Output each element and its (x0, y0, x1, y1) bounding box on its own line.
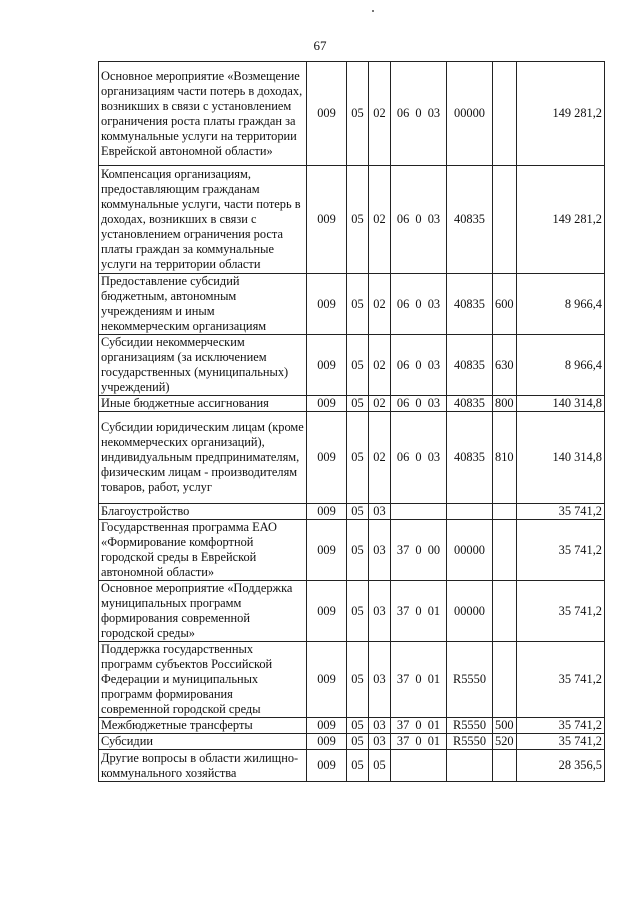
row-sum: 35 741,2 (517, 718, 605, 734)
table-row (99, 274, 605, 335)
row-sum: 149 281,2 (517, 62, 605, 166)
row-expense-type: 500 (493, 718, 517, 734)
row-target-article: 37 0 01 (391, 734, 447, 750)
row-subsection: 03 (369, 734, 391, 750)
row-expense-type (493, 750, 517, 782)
row-name: Субсидии некоммерческим организациям (за исключением государственных (муниципальных) учреждений) (99, 335, 307, 396)
row-target-direction: 00000 (447, 520, 493, 581)
row-grbs: 009 (307, 274, 347, 335)
row-target-article: 37 0 01 (391, 581, 447, 642)
row-target-article: 06 0 03 (391, 335, 447, 396)
row-expense-type (493, 504, 517, 520)
row-section: 05 (347, 750, 369, 782)
row-subsection: 02 (369, 166, 391, 274)
row-section: 05 (347, 520, 369, 581)
table-row (99, 734, 605, 750)
row-target-article (391, 750, 447, 782)
row-grbs: 009 (307, 750, 347, 782)
row-section: 05 (347, 62, 369, 166)
row-target-direction (447, 750, 493, 782)
table-row (99, 335, 605, 396)
row-expense-type: 800 (493, 396, 517, 412)
row-grbs: 009 (307, 718, 347, 734)
row-section: 05 (347, 734, 369, 750)
row-section: 05 (347, 335, 369, 396)
row-sum: 35 741,2 (517, 581, 605, 642)
page-number: 67 (313, 38, 327, 53)
row-target-direction: 40835 (447, 335, 493, 396)
row-expense-type (493, 581, 517, 642)
row-grbs: 009 (307, 396, 347, 412)
budget-table (98, 61, 605, 782)
row-sum: 8 966,4 (517, 274, 605, 335)
table-row (99, 166, 605, 274)
row-sum: 35 741,2 (517, 642, 605, 718)
row-expense-type: 600 (493, 274, 517, 335)
row-name: Основное мероприятие «Поддержка муниципальных программ формирования современной городской среды» (99, 581, 307, 642)
row-grbs: 009 (307, 166, 347, 274)
row-section: 05 (347, 166, 369, 274)
row-expense-type: 520 (493, 734, 517, 750)
row-target-direction: 00000 (447, 581, 493, 642)
row-subsection: 03 (369, 504, 391, 520)
row-sum: 35 741,2 (517, 734, 605, 750)
row-target-article: 06 0 03 (391, 274, 447, 335)
row-target-article: 37 0 00 (391, 520, 447, 581)
row-name: Благоустройство (99, 504, 307, 520)
row-grbs: 009 (307, 335, 347, 396)
row-subsection: 02 (369, 335, 391, 396)
row-section: 05 (347, 581, 369, 642)
row-section: 05 (347, 504, 369, 520)
row-subsection: 02 (369, 62, 391, 166)
table-row (99, 62, 605, 166)
row-section: 05 (347, 412, 369, 504)
row-sum: 149 281,2 (517, 166, 605, 274)
row-name: Иные бюджетные ассигнования (99, 396, 307, 412)
row-section: 05 (347, 718, 369, 734)
row-subsection: 02 (369, 274, 391, 335)
row-grbs: 009 (307, 412, 347, 504)
row-target-article (391, 504, 447, 520)
row-subsection: 05 (369, 750, 391, 782)
row-expense-type (493, 166, 517, 274)
row-sum: 28 356,5 (517, 750, 605, 782)
table-body (99, 62, 605, 782)
row-target-direction: 00000 (447, 62, 493, 166)
table-row (99, 520, 605, 581)
row-name: Субсидии (99, 734, 307, 750)
row-subsection: 03 (369, 642, 391, 718)
row-subsection: 03 (369, 581, 391, 642)
row-grbs: 009 (307, 62, 347, 166)
row-target-direction: R5550 (447, 734, 493, 750)
row-target-direction: 40835 (447, 412, 493, 504)
row-name: Межбюджетные трансферты (99, 718, 307, 734)
row-name: Государственная программа ЕАО «Формирование комфортной городской среды в Еврейской автономной области» (99, 520, 307, 581)
row-grbs: 009 (307, 581, 347, 642)
table-row (99, 718, 605, 734)
row-target-direction: 40835 (447, 274, 493, 335)
row-expense-type: 810 (493, 412, 517, 504)
row-expense-type (493, 62, 517, 166)
row-sum: 8 966,4 (517, 335, 605, 396)
row-target-article: 06 0 03 (391, 62, 447, 166)
row-name: Компенсация организациям, предоставляющим гражданам коммунальные услуги, части потерь в доходах, возникших в связи с установлением ограничения роста платы граждан за коммунальные услуги на территории области (99, 166, 307, 274)
row-target-direction: 40835 (447, 396, 493, 412)
table-row (99, 642, 605, 718)
row-subsection: 02 (369, 412, 391, 504)
row-name: Другие вопросы в области жилищно-коммунального хозяйства (99, 750, 307, 782)
row-grbs: 009 (307, 642, 347, 718)
row-grbs: 009 (307, 734, 347, 750)
row-grbs: 009 (307, 504, 347, 520)
row-target-article: 37 0 01 (391, 718, 447, 734)
row-section: 05 (347, 274, 369, 335)
row-subsection: 03 (369, 718, 391, 734)
row-expense-type (493, 520, 517, 581)
row-sum: 140 314,8 (517, 396, 605, 412)
table-row (99, 396, 605, 412)
row-name: Предоставление субсидий бюджетным, автономным учреждениям и иным некоммерческим организациям (99, 274, 307, 335)
row-target-direction: R5550 (447, 642, 493, 718)
table-row (99, 412, 605, 504)
row-target-article: 37 0 01 (391, 642, 447, 718)
row-subsection: 02 (369, 396, 391, 412)
row-target-direction: 40835 (447, 166, 493, 274)
row-section: 05 (347, 396, 369, 412)
row-name: Основное мероприятие «Возмещение организациям части потерь в доходах, возникших в связи с установлением ограничения роста платы граждан за коммунальные услуги на территории Еврейской автономной области» (99, 62, 307, 166)
row-expense-type (493, 642, 517, 718)
row-target-article: 06 0 03 (391, 412, 447, 504)
row-name: Поддержка государственных программ субъектов Российской Федерации и муниципальных программ формирования современной городской среды (99, 642, 307, 718)
table-row (99, 750, 605, 782)
row-target-direction (447, 504, 493, 520)
row-subsection: 03 (369, 520, 391, 581)
scan-speck (372, 10, 374, 12)
row-expense-type: 630 (493, 335, 517, 396)
row-section: 05 (347, 642, 369, 718)
table-row (99, 504, 605, 520)
table-row (99, 581, 605, 642)
row-sum: 35 741,2 (517, 520, 605, 581)
row-name: Субсидии юридическим лицам (кроме некоммерческих организаций), индивидуальным предпринимателям, физическим лицам - производителям товаров, работ, услуг (99, 412, 307, 504)
row-grbs: 009 (307, 520, 347, 581)
row-target-direction: R5550 (447, 718, 493, 734)
row-sum: 35 741,2 (517, 504, 605, 520)
row-target-article: 06 0 03 (391, 396, 447, 412)
row-target-article: 06 0 03 (391, 166, 447, 274)
row-sum: 140 314,8 (517, 412, 605, 504)
